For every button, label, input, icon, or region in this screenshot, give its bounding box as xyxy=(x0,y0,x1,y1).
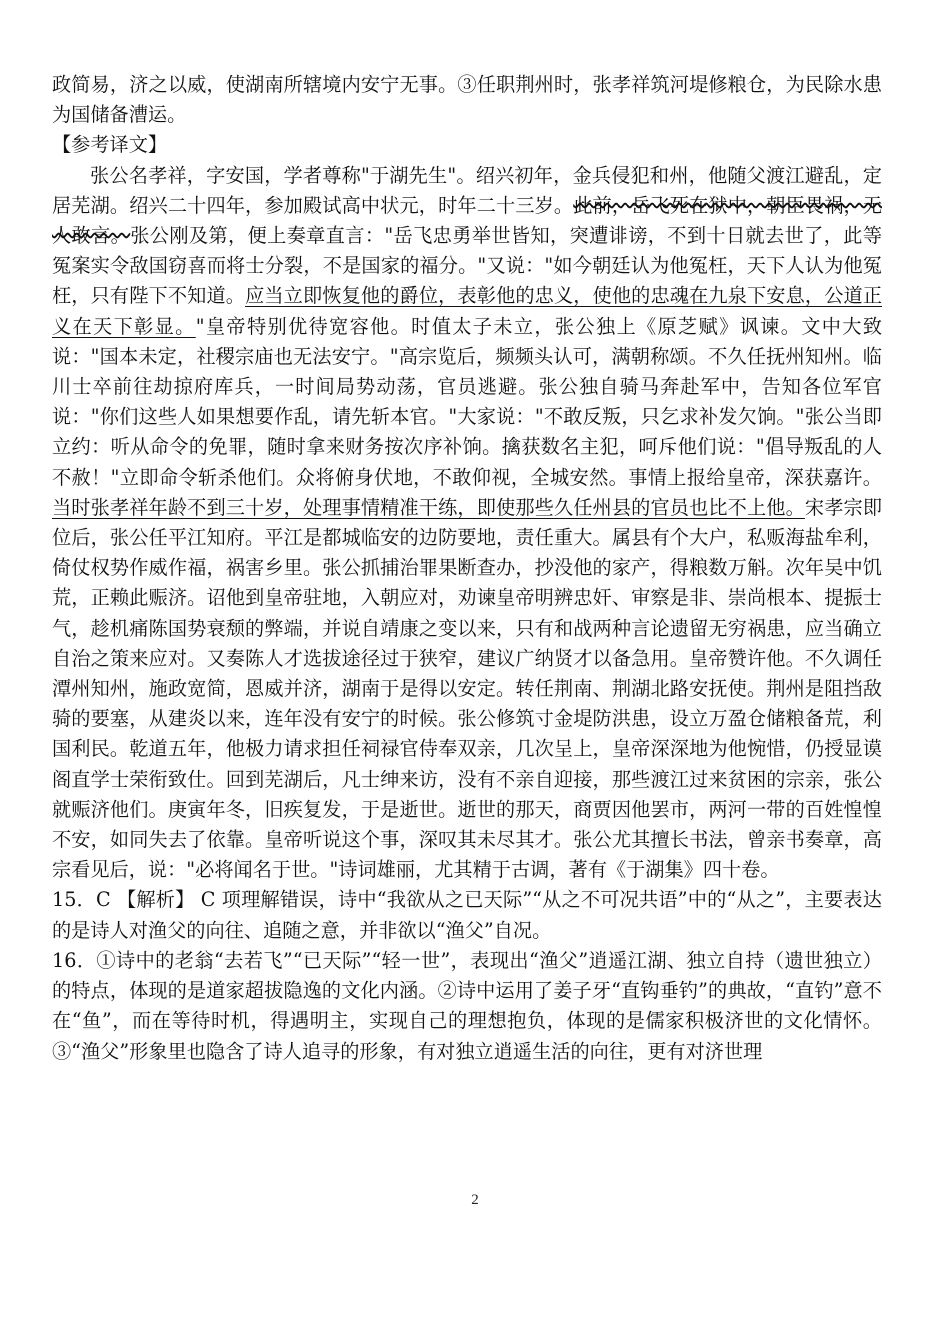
underlined-sentence-2: 当时张孝祥年龄不到三十岁，处理事情精准干练，即使那些久任州县的官员也比不上他。 xyxy=(52,495,805,519)
page-number: 2 xyxy=(471,1192,479,1208)
translation-paragraph xyxy=(52,161,882,886)
translation-text-4: 宋孝宗即位后，张公任平江知府。平江是都城临安的边防要地，责任重大。属县有个大户，私贩海盐牟利，倚仗权势作威作福，祸害乡里。张公抓捕治罪果断查办，抄没他的家产，得粮数万斛。次年吴中饥荒，正赖此赈济。诏他到皇帝驻地，入朝应对，劝谏皇帝明辨忠奸、审察是非、崇尚根本、提振士气，趁机痛陈国势衰颓的弊端，并说自靖康之变以来，只有和战两种言论遗留无穷祸患，应当确立自治之策来应对。又奏陈人才选拔途径过于狭窄，建议广纳贤才以备急用。皇帝赞许他。不久调任潭州知州，施政宽简，恩威并济，湖南于是得以安定。转任荆南、荆湖北路安抚使。荆州是阻挡敌骑的要塞，从建炎以来，连年没有安宁的时候。张公修筑寸金堤防洪患，设立万盈仓储粮备荒，利国利民。乾道五年，他极力请求担任祠禄官侍奉双亲，几次呈上，皇帝深深地为他惋惜，仍授显谟阁直学士荣衔致仕。回到芜湖后，凡士绅来访，没有不亲自迎接，那些渡江过来贫困的宗亲，张公就赈济他们。庚寅年冬，旧疾复发，于是逝世。逝世的那天，商贾因他罢市，两河一带的百姓惶惶不安，如同失去了依靠。皇帝听说这个事，深叹其未尽其才。张公尤其擅长书法，曾亲书奏章，高宗看见后，说："必将闻名于世。"诗词雄丽，尤其精于古调，著有《于湖集》四十卷。 xyxy=(52,495,883,882)
translation-text-1: 张公名孝祥，字安国，学者尊称"于湖先生"。绍兴初年，金兵侵犯和州，他随父渡江避乱，定居芜湖。绍兴二十四年，参加殿试高中状元，时年二十三岁。 xyxy=(52,163,882,217)
translation-text-2: 张公刚及第，便上奏章直言："岳飞忠勇举世皆知，突遭诽谤，不到十日就去世了，此等冤案实令敌国窃喜而将士分裂，不是国家的福分。"又说："如今朝廷认为他冤枉，天下人认为他冤枉，只有陛下不知道。 xyxy=(52,224,883,308)
answer-16: 16．①诗中的老翁“去若飞”“已天际”“轻一世”，表现出“渔父”逍遥江湖、独立自持（遗世独立）的特点，体现的是道家超拔隐逸的文化内涵。②诗中运用了姜子牙“直钩垂钓”的典故，“直钓”意不在“鱼”，而在等待时机，得遇明主，实现自己的理想抱负，体现的是儒家积极济世的文化情怀。③“渔父”形象里也隐含了诗人追寻的形象，有对独立逍遥生活的向往，更有对济世理 xyxy=(52,948,882,1063)
translation-text-3: "皇帝特别优待宽容他。时值太子未立，张公独上《原芝赋》讽谏。文中大致说："国本未定，社稷宗庙也无法安宁。"高宗览后，频频头认可，满朝称颂。不久任抚州知州。临川士卒前往劫掠府库兵，一时间局势动荡，官员逃避。张公独自骑马奔赴军中，告知各位军官说："你们这些人如果想要作乱，请先斩本官。"大家说："不敢反叛，只乞求补发欠饷。"张公当即立约：听从命令的免罪，随时拿来财务按次序补饷。擒获数名主犯，呵斥他们说："倡导叛乱的人不赦！"立即命令斩杀他们。众将俯身伏地，不敢仰视，全城安然。事情上报给皇帝，深获嘉许。 xyxy=(52,314,883,489)
answer-15: 15．C 【解析】 C 项理解错误，诗中“我欲从之已天际”“从之不可况共语”中的“从之”，主要表达的是诗人对渔父的向往、追随之意，并非欲以“渔父”自况。 xyxy=(52,888,882,942)
translation-heading: 【参考译文】 xyxy=(52,133,168,157)
struck-sentence: 此前，岳飞死在狱中，朝臣畏祸，无人敢言。 xyxy=(52,193,883,248)
continued-paragraph: 政简易，济之以威，使湖南所辖境内安宁无事。③任职荆州时，张孝祥筑河堤修粮仓，为民除水患为国储备漕运。 xyxy=(52,73,882,127)
document-page xyxy=(52,70,882,1067)
underlined-sentence-1: 应当立即恢复他的爵位，表彰他的忠义，使他的忠魂在九泉下安息，公道正义在天下彰显。 xyxy=(52,284,883,338)
